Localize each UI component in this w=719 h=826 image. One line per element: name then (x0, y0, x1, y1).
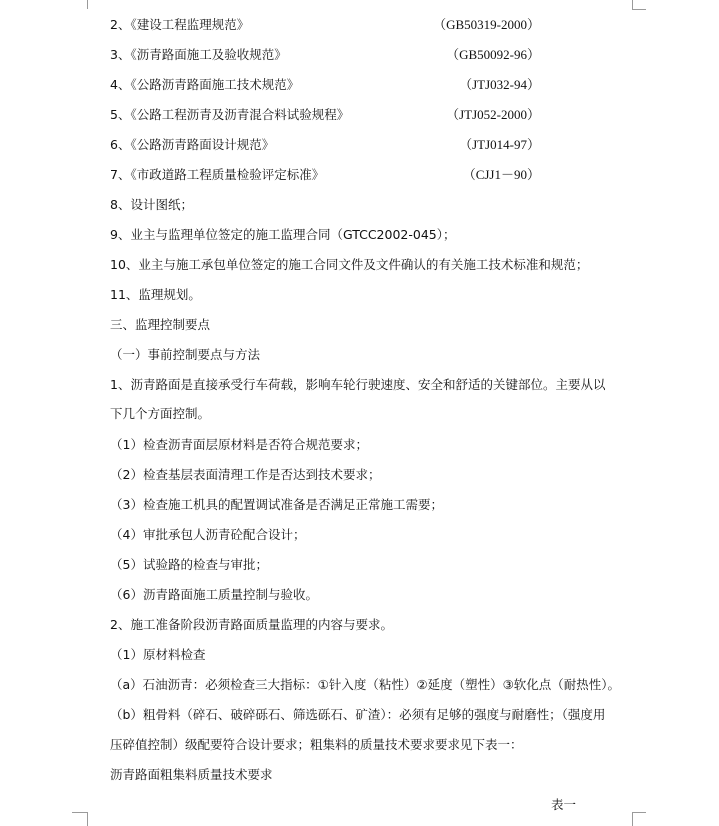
reference-item (110, 167, 540, 183)
body-line: 10、业主与施工承包单位签定的施工合同文件及文件确认的有关施工技术标准和规范； (110, 257, 589, 272)
reference-name: 3、《沥青路面施工及验收规范》 (110, 47, 287, 62)
section-heading: 三、监理控制要点 (110, 317, 211, 332)
reference-name: 7、《市政道路工程质量检验评定标准》 (110, 167, 325, 182)
body-line: （5）试验路的检查与审批； (110, 557, 268, 572)
body-line: （1）检查沥青面层原材料是否符合规范要求； (110, 437, 368, 452)
table-label: 表一 (551, 797, 577, 812)
reference-code: （JTJ052-2000） (446, 107, 540, 122)
reference-name: 2、《建设工程监理规范》 (110, 17, 250, 32)
body-line: （a）石油沥青：必须检查三大指标：①针入度（粘性）②延度（塑性）③软化点（耐热性）。 (110, 677, 621, 692)
reference-item (110, 17, 540, 33)
reference-item (110, 47, 540, 63)
body-line: 11、监理规划。 (110, 287, 201, 302)
crop-mark-bottom-left (87, 812, 88, 826)
body-line: （2）检查基层表面清理工作是否达到技术要求； (110, 467, 381, 482)
body-line: 2、施工准备阶段沥青路面质量监理的内容与要求。 (110, 617, 393, 632)
subsection-heading: （一）事前控制要点与方法 (110, 347, 261, 362)
reference-item (110, 137, 540, 153)
body-line: 压碎值控制）级配要符合设计要求；粗集料的质量技术要求要求见下表一： (110, 737, 523, 752)
reference-name: 6、《公路沥青路面设计规范》 (110, 137, 275, 152)
body-line: 1、沥青路面是直接承受行车荷载，影响车轮行驶速度、安全和舒适的关键部位。主要从以 (110, 377, 606, 392)
crop-mark-bottom-left-h (72, 812, 87, 813)
body-line: （3）检查施工机具的配置调试准备是否满足正常施工需要； (110, 497, 443, 512)
crop-mark-bottom-right-h (632, 812, 646, 813)
table-title: 沥青路面粗集料质量技术要求 (110, 767, 273, 782)
body-line: 9、业主与监理单位签定的施工监理合同（GTCC2002-045）； (110, 227, 456, 242)
reference-code: （CJJ1－90） (462, 167, 540, 182)
body-line: （4）审批承包人沥青砼配合设计； (110, 527, 306, 542)
reference-code: （GB50092-96） (446, 47, 540, 62)
crop-mark-top-right-h (632, 9, 646, 10)
reference-item (110, 77, 540, 93)
crop-mark-bottom-right (632, 812, 633, 826)
body-line: 8、设计图纸； (110, 197, 193, 212)
reference-item (110, 107, 540, 123)
reference-name: 5、《公路工程沥青及沥青混合料试验规程》 (110, 107, 350, 122)
body-line: 下几个方面控制。 (110, 406, 211, 421)
reference-code: （JTJ032-94） (459, 77, 540, 92)
reference-code: （JTJ014-97） (459, 137, 540, 152)
crop-mark-top-right (632, 0, 633, 9)
reference-code: （GB50319-2000） (433, 17, 540, 32)
body-line: （1）原材料检查 (110, 647, 206, 662)
body-line: （6）沥青路面施工质量控制与验收。 (110, 587, 318, 602)
body-line: （b）粗骨料（碎石、破碎砾石、筛选砾石、矿渣）：必须有足够的强度与耐磨性；（强度用 (110, 707, 606, 722)
crop-mark-top-left (87, 0, 88, 9)
reference-name: 4、《公路沥青路面施工技术规范》 (110, 77, 300, 92)
